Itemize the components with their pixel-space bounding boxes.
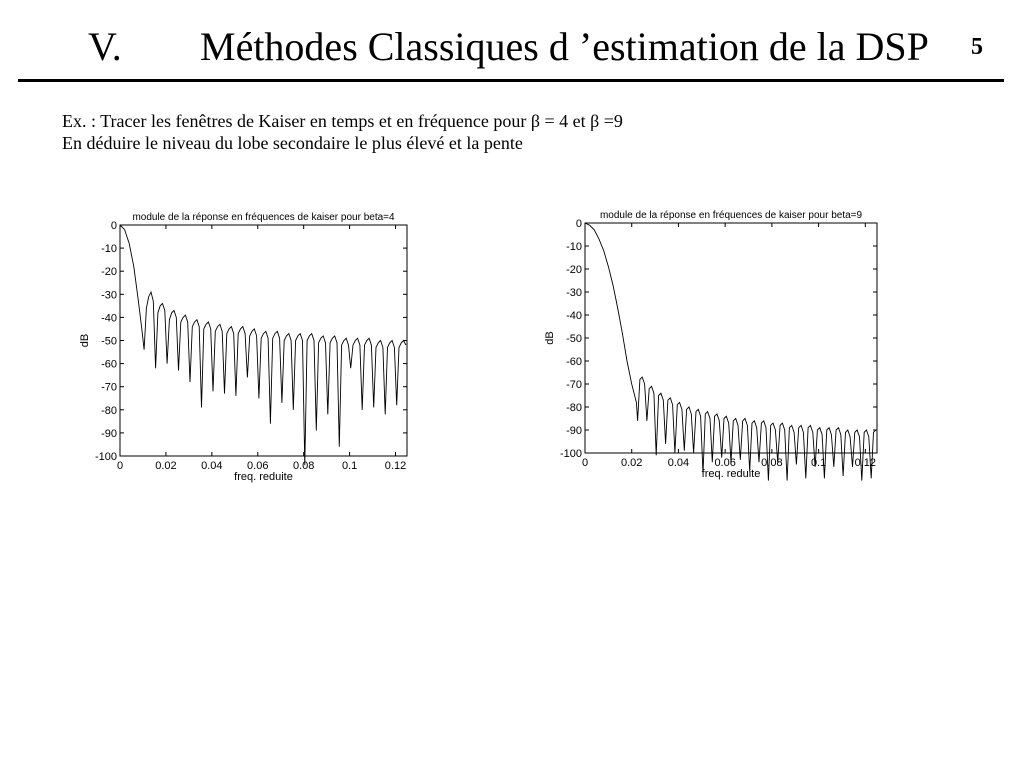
y-tick-label: -30 bbox=[101, 289, 117, 302]
y-tick-label: -80 bbox=[101, 404, 117, 417]
x-tick-label: 0.1 bbox=[341, 460, 358, 472]
chart-title: module de la réponse en fréquences de kaiser pour beta=9 bbox=[599, 210, 863, 221]
slide-title bbox=[88, 22, 929, 72]
y-tick-label: -60 bbox=[566, 356, 582, 368]
y-axis-label: dB bbox=[79, 333, 91, 348]
x-tick-label: 0.06 bbox=[247, 460, 269, 472]
y-tick-label: -90 bbox=[566, 425, 582, 437]
y-tick-label: 0 bbox=[110, 220, 117, 232]
x-tick-label: 0.12 bbox=[854, 457, 877, 469]
response-curve bbox=[585, 223, 876, 481]
page-number: 5 bbox=[971, 34, 983, 60]
y-tick-label: -60 bbox=[101, 358, 117, 371]
x-tick-label: 0.12 bbox=[384, 460, 407, 472]
y-tick-label: -80 bbox=[566, 402, 582, 414]
y-tick-label: 0 bbox=[575, 218, 582, 230]
chart-title: module de la réponse en fréquences de kaiser pour beta=4 bbox=[132, 212, 395, 223]
plot-frame bbox=[585, 223, 877, 453]
y-tick-label: -50 bbox=[101, 335, 117, 348]
x-axis-label: freq. reduite bbox=[701, 468, 761, 480]
x-tick-label: 0.06 bbox=[714, 457, 736, 469]
y-tick-label: -90 bbox=[101, 427, 117, 440]
x-tick-label: 0.02 bbox=[621, 457, 643, 469]
exercise-text bbox=[62, 110, 623, 154]
y-tick-label: -70 bbox=[101, 381, 117, 394]
kaiser-beta9-chart bbox=[545, 198, 915, 488]
y-tick-label: -40 bbox=[566, 310, 582, 322]
slide-title-text: Méthodes Classiques d ’estimation de la DSP bbox=[200, 24, 929, 69]
x-tick-label: 0.04 bbox=[201, 460, 223, 472]
y-tick-label: -10 bbox=[566, 241, 582, 253]
y-axis-label: dB bbox=[544, 331, 556, 345]
x-tick-label: 0.02 bbox=[155, 460, 177, 472]
y-tick-label: -30 bbox=[566, 287, 582, 299]
plot-frame bbox=[120, 225, 407, 456]
y-tick-label: -100 bbox=[559, 448, 582, 460]
x-tick-label: 0.08 bbox=[761, 457, 783, 469]
exercise-line-2: En déduire le niveau du lobe secondaire le plus élevé et la pente bbox=[62, 133, 523, 153]
y-tick-label: -100 bbox=[94, 451, 117, 463]
x-tick-label: 0.04 bbox=[667, 457, 690, 469]
y-tick-label: -20 bbox=[101, 266, 117, 279]
y-tick-label: -20 bbox=[566, 264, 582, 276]
slide-title-number: V. bbox=[88, 24, 122, 69]
y-tick-label: -10 bbox=[101, 243, 117, 256]
x-tick-label: 0.1 bbox=[810, 457, 827, 469]
title-divider bbox=[18, 79, 1004, 82]
response-curve bbox=[120, 225, 406, 465]
x-axis-label: freq. reduite bbox=[234, 471, 293, 483]
x-tick-label: 0 bbox=[116, 460, 124, 472]
y-tick-label: -50 bbox=[566, 333, 582, 345]
x-tick-label: 0.08 bbox=[292, 460, 315, 472]
kaiser-beta4-chart bbox=[80, 200, 425, 490]
x-tick-label: 0 bbox=[581, 457, 589, 469]
y-tick-label: -70 bbox=[566, 379, 582, 391]
y-tick-label: -40 bbox=[101, 312, 117, 325]
exercise-line-1: Ex. : Tracer les fenêtres de Kaiser en temps et en fréquence pour β = 4 et β =9 bbox=[62, 111, 623, 131]
